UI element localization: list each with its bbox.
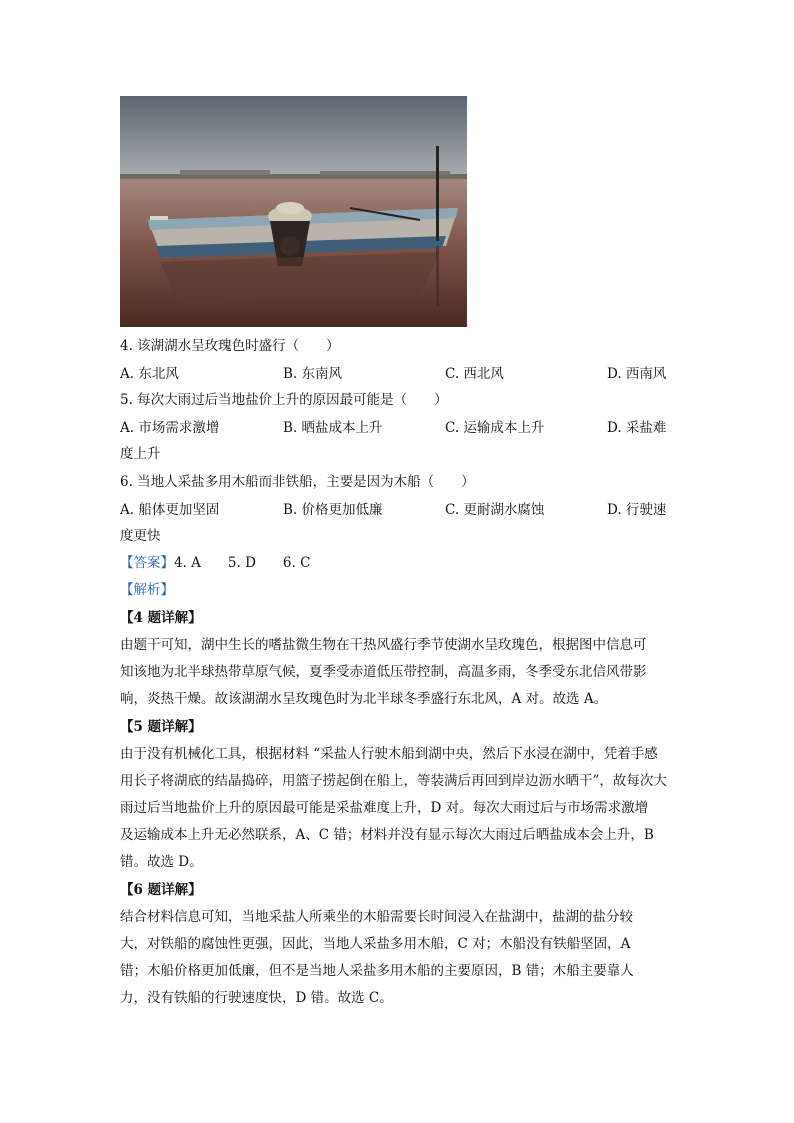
question-5-option-d: D. 采盐难 [607, 420, 667, 436]
detail-6-heading: 【6 题详解】 [120, 882, 202, 898]
question-5-stem: 5. 每次大雨过后当地盐价上升的原因最可能是（ ） [120, 392, 448, 408]
detail-6-line: 结合材料信息可知，当地采盐人所乘坐的木船需要长时间浸入在盐湖中，盐湖的盐分较 [120, 909, 633, 925]
detail-6-line: 错；木船价格更加低廉，但不是当地人采盐多用木船的主要原因，B 错；木船主要靠人 [120, 963, 634, 979]
detail-5-line: 用长子将湖底的结晶捣碎，用篮子捞起倒在船上，等装满后再回到岸边沥水晒干”，故每次大 [120, 773, 667, 789]
question-4-option-a: A. 东北风 [120, 366, 179, 382]
analysis-label: 【解析】 [120, 582, 174, 598]
detail-4-heading: 【4 题详解】 [120, 610, 202, 626]
question-5-option-a: A. 市场需求激增 [120, 420, 220, 436]
question-6-option-d: D. 行驶速 [607, 502, 667, 518]
detail-5-heading: 【5 题详解】 [120, 719, 202, 735]
question-4-option-d: D. 西南风 [607, 366, 667, 382]
question-6-option-b: B. 价格更加低廉 [283, 502, 383, 518]
detail-5-line: 由于没有机械化工具，根据材料 “采盐人行驶木船到湖中央，然后下水浸在湖中，凭着手感 [120, 746, 658, 762]
answer-text: 4. A 5. D 6. C [174, 555, 311, 571]
question-4-option-b: B. 东南风 [283, 366, 343, 382]
question-5-option-b: B. 晒盐成本上升 [283, 420, 383, 436]
question-5-option-continuation: 度上升 [120, 446, 161, 462]
detail-6-line: 大，对铁船的腐蚀性更强，因此，当地人采盐多用木船，C 对；木船没有铁船坚固，A [120, 936, 631, 952]
detail-5-line: 错。故选 D。 [120, 854, 203, 870]
question-4-stem: 4. 该湖湖水呈玫瑰色时盛行（ ） [120, 338, 340, 354]
question-6-option-a: A. 船体更加坚固 [120, 502, 220, 518]
question-6-option-c: C. 更耐湖水腐蚀 [445, 502, 545, 518]
detail-6-line: 力，没有铁船的行驶速度快，D 错。故选 C。 [120, 990, 393, 1006]
detail-5-line: 雨过后当地盐价上升的原因最可能是采盐难度上升，D 对。每次大雨过后与市场需求激增 [120, 800, 649, 816]
lake-boat-photo [120, 96, 467, 327]
detail-4-line: 知该地为北半球热带草原气候，夏季受赤道低压带控制，高温多雨，冬季受东北信风带影 [120, 664, 647, 680]
answer-label: 【答案】 [120, 555, 174, 571]
question-6-option-continuation: 度更快 [120, 528, 161, 544]
question-4-option-c: C. 西北风 [445, 366, 504, 382]
question-5-option-c: C. 运输成本上升 [445, 420, 545, 436]
detail-5-line: 及运输成本上升无必然联系，A、C 错；材料并没有显示每次大雨过后晒盐成本会上升，B [120, 827, 654, 843]
detail-4-line: 响，炎热干燥。故该湖湖水呈玫瑰色时为北半球冬季盛行东北风，A 对。故选 A。 [120, 691, 608, 707]
answer-line [120, 553, 310, 573]
question-6-stem: 6. 当地人采盐多用木船而非铁船，主要是因为木船（ ） [120, 474, 475, 490]
detail-4-line: 由题干可知，湖中生长的嗜盐微生物在干热风盛行季节使湖水呈玫瑰色，根据图中信息可 [120, 637, 647, 653]
